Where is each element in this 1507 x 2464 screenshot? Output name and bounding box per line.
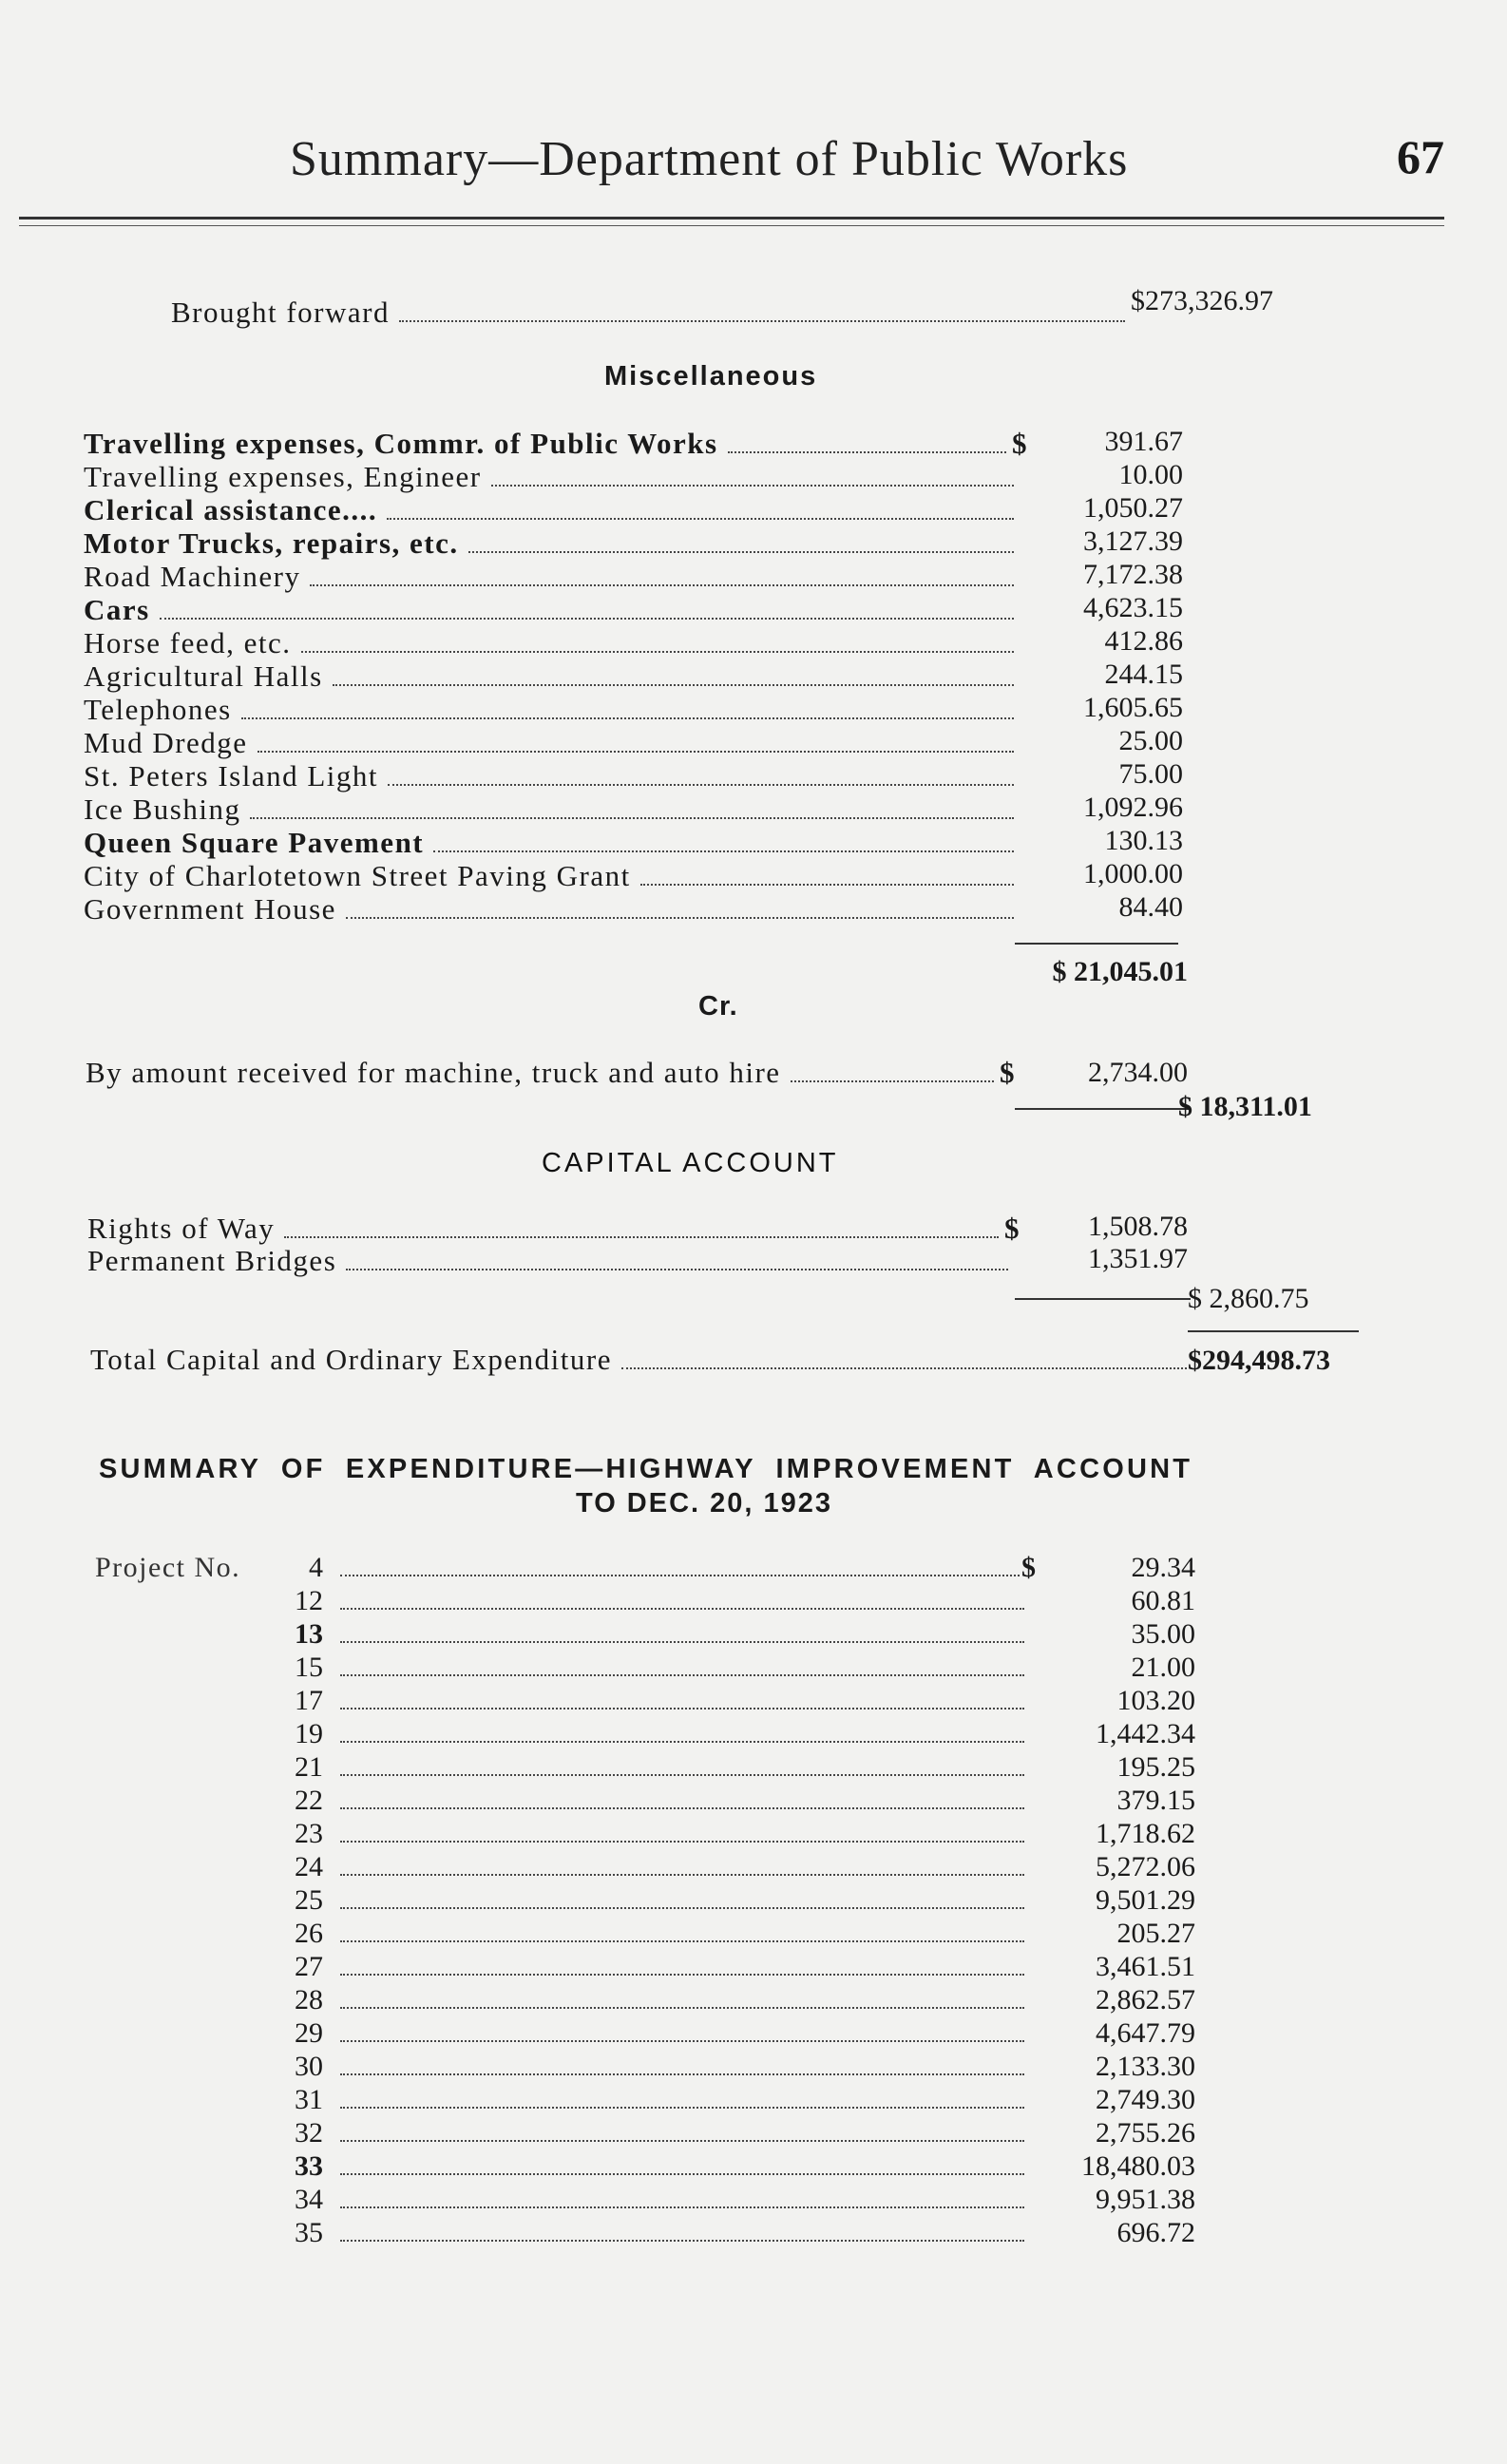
misc-item-row: [84, 827, 1020, 859]
leader-dots: [340, 2173, 1024, 2175]
project-number: 27: [295, 1951, 323, 1982]
capital-item-row: [87, 1245, 1014, 1277]
project-amount: 2,133.30: [1096, 2051, 1195, 2082]
misc-item-label: Ice Bushing: [84, 793, 241, 826]
project-number: 29: [295, 2017, 323, 2049]
misc-item-row: [84, 660, 1020, 693]
project-number: 17: [295, 1685, 323, 1716]
misc-item-label: St. Peters Island Light: [84, 759, 379, 793]
capital-item-row: [87, 1213, 1021, 1245]
total-rule: [1188, 1330, 1359, 1332]
project-amount: 379.15: [1116, 1785, 1195, 1816]
grand-total-row: [90, 1344, 1192, 1376]
project-number: 32: [295, 2117, 323, 2149]
project-amount: 21.00: [1131, 1652, 1195, 1683]
leader-dots: [340, 1841, 1024, 1843]
misc-item-amount: 391.67: [1104, 426, 1183, 457]
project-number: 28: [295, 1984, 323, 2015]
leader-dots: [340, 2007, 1024, 2009]
misc-item-label: Mud Dredge: [84, 726, 248, 759]
project-amount: 696.72: [1116, 2217, 1195, 2248]
leader-dots: [301, 651, 1014, 653]
project-number: 4: [309, 1552, 323, 1583]
misc-item-amount: 1,050.27: [1083, 492, 1183, 524]
leader-dots: [491, 485, 1014, 487]
leader-dots: [310, 584, 1014, 586]
project-amount: 1,442.34: [1096, 1718, 1195, 1749]
leader-dots: [340, 1974, 1024, 1976]
leader-dots: [468, 551, 1014, 553]
section-heading-miscellaneous: Miscellaneous: [604, 361, 818, 392]
misc-item-label: City of Charlotetown Street Paving Grant: [84, 859, 631, 892]
misc-item-amount: 10.00: [1118, 459, 1183, 490]
project-amount: 4,647.79: [1096, 2017, 1195, 2049]
misc-item-amount: 75.00: [1118, 758, 1183, 790]
project-number: 31: [295, 2084, 323, 2115]
misc-item-amount: 1,605.65: [1083, 692, 1183, 723]
subtotal-rule: [1015, 943, 1178, 945]
brought-forward-label: Brought forward: [171, 296, 390, 329]
misc-item-row: [84, 428, 1029, 460]
brought-forward-amount: $273,326.97: [1131, 285, 1273, 316]
dollar-sign: $: [1012, 427, 1027, 460]
credit-label: By amount received for machine, truck and auto hire: [86, 1056, 781, 1089]
leader-dots: [340, 1774, 1024, 1776]
leader-dots: [340, 2140, 1024, 2142]
misc-subtotal: $ 21,045.01: [1052, 956, 1188, 987]
project-number: 33: [295, 2150, 323, 2182]
leader-dots: [340, 2206, 1024, 2208]
misc-item-row: [84, 594, 1020, 626]
capital-item-amount: 1,351.97: [1088, 1243, 1188, 1274]
project-number: 19: [295, 1718, 323, 1749]
misc-item-label: Agricultural Halls: [84, 659, 323, 693]
leader-dots: [340, 2073, 1024, 2075]
project-amount: 29.34: [1131, 1552, 1195, 1583]
highway-summary-subheading: TO DEC. 20, 1923: [576, 1488, 833, 1519]
project-number: 35: [295, 2217, 323, 2248]
leader-dots: [340, 1641, 1024, 1643]
project-amount: 2,749.30: [1096, 2084, 1195, 2115]
project-number: 25: [295, 1884, 323, 1916]
section-heading-capital-account: CAPITAL ACCOUNT: [542, 1148, 839, 1178]
project-number: 13: [295, 1618, 323, 1650]
project-amount: 18,480.03: [1081, 2150, 1195, 2182]
leader-dots: [728, 451, 1006, 453]
project-amount: 1,718.62: [1096, 1818, 1195, 1849]
page-title: Summary—Department of Public Works: [290, 132, 1129, 186]
leader-dots: [340, 2240, 1024, 2242]
misc-item-label: Clerical assistance....: [84, 493, 378, 526]
misc-item-amount: 1,000.00: [1083, 858, 1183, 889]
project-amount: 2,755.26: [1096, 2117, 1195, 2149]
misc-item-row: [84, 527, 1020, 560]
project-number: 23: [295, 1818, 323, 1849]
leader-dots: [399, 320, 1125, 322]
grand-total-amount: $294,498.73: [1188, 1345, 1330, 1376]
misc-item-amount: 244.15: [1104, 659, 1183, 690]
misc-item-row: [84, 760, 1020, 793]
leader-dots: [640, 884, 1014, 886]
leader-dots: [340, 1807, 1024, 1809]
misc-item-row: [84, 461, 1020, 493]
leader-dots: [340, 1907, 1024, 1909]
capital-item-label: Permanent Bridges: [87, 1244, 337, 1277]
project-amount: 9,951.38: [1096, 2184, 1195, 2215]
project-amount: 205.27: [1116, 1918, 1195, 1949]
misc-item-row: [84, 893, 1020, 926]
leader-dots: [433, 850, 1014, 852]
leader-dots: [284, 1236, 999, 1238]
highway-summary-heading: SUMMARY OF EXPENDITURE—HIGHWAY IMPROVEMENT ACCOUNT: [99, 1454, 1193, 1484]
leader-dots: [346, 1269, 1008, 1270]
credit-heading: Cr.: [698, 991, 738, 1022]
misc-item-amount: 25.00: [1118, 725, 1183, 756]
leader-dots: [340, 1741, 1024, 1743]
project-number: 22: [295, 1785, 323, 1816]
project-amount: 9,501.29: [1096, 1884, 1195, 1916]
leader-dots: [340, 2040, 1024, 2042]
leader-dots: [621, 1367, 1187, 1369]
misc-item-label: Telephones: [84, 693, 232, 726]
misc-item-label: Travelling expenses, Commr. of Public Works: [84, 427, 718, 460]
capital-rule: [1015, 1298, 1191, 1300]
leader-dots: [160, 618, 1014, 620]
credit-amount: 2,734.00: [1088, 1057, 1188, 1088]
project-amount: 3,461.51: [1096, 1951, 1195, 1982]
project-number: 12: [295, 1585, 323, 1616]
project-number: 21: [295, 1751, 323, 1783]
leader-dots: [333, 684, 1014, 686]
leader-dots: [250, 817, 1014, 819]
misc-item-row: [84, 860, 1020, 892]
project-number: 15: [295, 1652, 323, 1683]
leader-dots: [241, 717, 1014, 719]
leader-dots: [387, 518, 1014, 520]
misc-item-label: Horse feed, etc.: [84, 626, 292, 659]
misc-item-label: Road Machinery: [84, 560, 301, 593]
dollar-sign: $: [1004, 1212, 1020, 1245]
misc-item-label: Motor Trucks, repairs, etc.: [84, 526, 459, 560]
leader-dots: [346, 917, 1014, 919]
credit-row: [86, 1057, 1017, 1089]
dollar-sign: $: [1021, 1552, 1036, 1583]
misc-net-total: $ 18,311.01: [1178, 1091, 1312, 1122]
project-number: 26: [295, 1918, 323, 1949]
misc-item-row: [84, 694, 1020, 726]
leader-dots: [340, 1674, 1024, 1676]
leader-dots: [340, 1940, 1024, 1942]
capital-item-amount: 1,508.78: [1088, 1211, 1188, 1242]
misc-item-amount: 412.86: [1104, 625, 1183, 657]
leader-dots: [388, 784, 1014, 786]
misc-item-row: [84, 727, 1020, 759]
leader-dots: [340, 1874, 1024, 1876]
project-number: 34: [295, 2184, 323, 2215]
capital-total: $ 2,860.75: [1188, 1283, 1309, 1314]
project-amount: 60.81: [1131, 1585, 1195, 1616]
misc-item-amount: 7,172.38: [1083, 559, 1183, 590]
project-prefix: Project No.: [95, 1552, 241, 1583]
misc-item-label: Cars: [84, 593, 150, 626]
brought-forward-row: [171, 296, 1131, 329]
project-amount: 35.00: [1131, 1618, 1195, 1650]
leader-dots: [340, 1708, 1024, 1710]
misc-item-amount: 4,623.15: [1083, 592, 1183, 623]
capital-item-label: Rights of Way: [87, 1212, 276, 1245]
project-amount: 2,862.57: [1096, 1984, 1195, 2015]
misc-item-amount: 130.13: [1104, 825, 1183, 856]
project-amount: 103.20: [1116, 1685, 1195, 1716]
misc-item-row: [84, 627, 1020, 659]
misc-item-row: [84, 561, 1020, 593]
misc-item-label: Travelling expenses, Engineer: [84, 460, 482, 493]
grand-total-label: Total Capital and Ordinary Expenditure: [90, 1343, 612, 1376]
misc-item-row: [84, 793, 1020, 826]
net-rule: [1015, 1108, 1191, 1110]
project-number: 30: [295, 2051, 323, 2082]
leader-dots: [340, 2107, 1024, 2109]
misc-item-row: [84, 494, 1020, 526]
misc-item-amount: 84.40: [1118, 891, 1183, 923]
misc-item-amount: 1,092.96: [1083, 792, 1183, 823]
misc-item-label: Government House: [84, 892, 336, 926]
project-amount: 195.25: [1116, 1751, 1195, 1783]
leader-dots: [340, 1608, 1024, 1610]
dollar-sign: $: [1000, 1056, 1015, 1089]
header-rule: [19, 217, 1444, 220]
misc-item-label: Queen Square Pavement: [84, 826, 425, 859]
leader-dots: [258, 751, 1014, 753]
leader-dots: [340, 1575, 1020, 1576]
leader-dots: [791, 1080, 994, 1082]
misc-item-amount: 3,127.39: [1083, 525, 1183, 557]
page-number: 67: [1397, 130, 1444, 183]
project-amount: 5,272.06: [1096, 1851, 1195, 1882]
header-rule-thin: [19, 225, 1444, 226]
project-number: 24: [295, 1851, 323, 1882]
